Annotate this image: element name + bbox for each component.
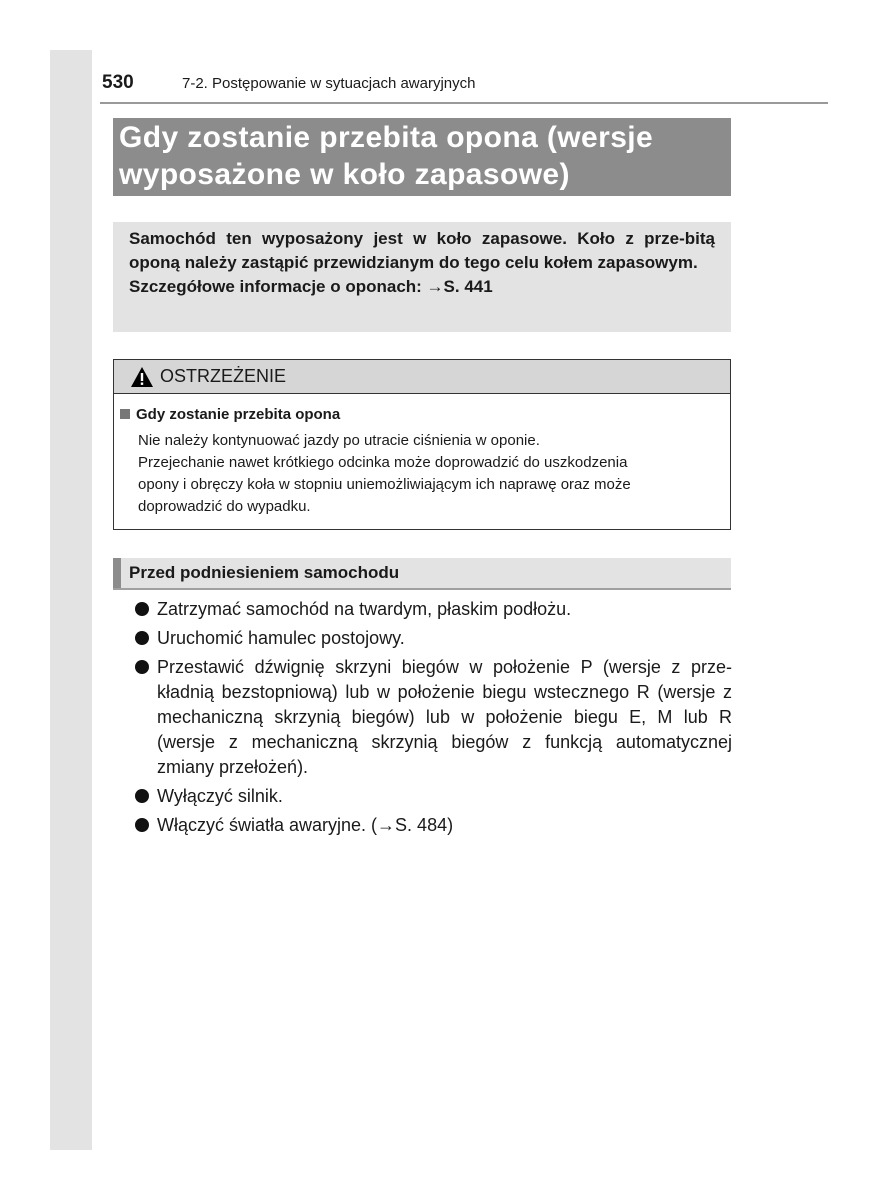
warning-title: OSTRZEŻENIE <box>160 366 287 386</box>
warning-line: Przejechanie nawet krótkiego odcinka może doprowadzić do uszkodzenia <box>138 454 628 471</box>
list-item <box>135 813 732 838</box>
subsection-header <box>113 558 731 590</box>
warning-box <box>113 359 731 530</box>
bullet-dot-icon <box>135 818 149 832</box>
warning-line: opony i obręczy koła w stopniu uniemożliwiającym ich naprawę oraz może <box>138 476 631 493</box>
warning-line: Nie należy kontynuować jazdy po utracie ciśnienia w oponie. <box>138 432 540 449</box>
warning-triangle-icon <box>130 366 154 388</box>
page-title <box>113 118 731 196</box>
warning-subtitle-text: Gdy zostanie przebita opona <box>136 406 341 423</box>
page-number: 530 <box>102 72 134 93</box>
page-title-line-2: wyposażone w koło zapasowe) <box>119 158 570 191</box>
intro-box <box>113 222 731 332</box>
warning-text <box>138 430 718 518</box>
page-title-text <box>113 118 731 193</box>
side-strip <box>50 50 92 1150</box>
warning-subtitle <box>120 406 340 423</box>
subsection-title: Przed podniesieniem samochodu <box>129 563 400 582</box>
bullet-dot-icon <box>135 631 149 645</box>
section-title: 7-2. Postępowanie w sytuacjach awaryjnych <box>182 75 476 92</box>
warning-header <box>114 360 730 394</box>
list-item <box>135 784 732 809</box>
bullet-dot-icon <box>135 660 149 674</box>
list-item-text: Uruchomić hamulec postojowy. <box>157 628 405 648</box>
page-header <box>100 70 828 104</box>
intro-text: Samochód ten wyposażony jest w koło zapasowe. Koło z prze-bitą oponą należy zastąpić przewidzianym do tego celu kołem zapasowym. <box>129 229 715 272</box>
square-bullet-icon <box>120 409 130 419</box>
list-item-text: Przestawić dźwignię skrzyni biegów w położenie P (wersje z prze-kładnią bezstopniową) lub w położenie biegu wstecznego R (wersje z mechaniczną skrzynią biegów) lub w położenie biegu E, M lub R (wersje z mechaniczną skrzynią biegów z funkcją automatycznej zmiany przełożeń). <box>157 657 732 777</box>
list-item <box>135 597 732 622</box>
bullet-dot-icon <box>135 789 149 803</box>
list-item <box>135 626 732 651</box>
list-item <box>135 655 732 780</box>
steps-list <box>135 597 732 842</box>
tire-info-reference: Szczegółowe informacje o oponach: →S. 441 <box>129 277 493 296</box>
bullet-dot-icon <box>135 602 149 616</box>
intro-paragraph <box>113 222 731 299</box>
warning-line: doprowadzić do wypadku. <box>138 498 311 515</box>
subsection-accent-bar <box>113 558 121 588</box>
list-item-text: Wyłączyć silnik. <box>157 786 283 806</box>
page-title-line-1: Gdy zostanie przebita opona (wersje <box>119 121 654 154</box>
list-item-text: Włączyć światła awaryjne. (→S. 484) <box>157 815 454 835</box>
list-item-text: Zatrzymać samochód na twardym, płaskim podłożu. <box>157 599 572 619</box>
